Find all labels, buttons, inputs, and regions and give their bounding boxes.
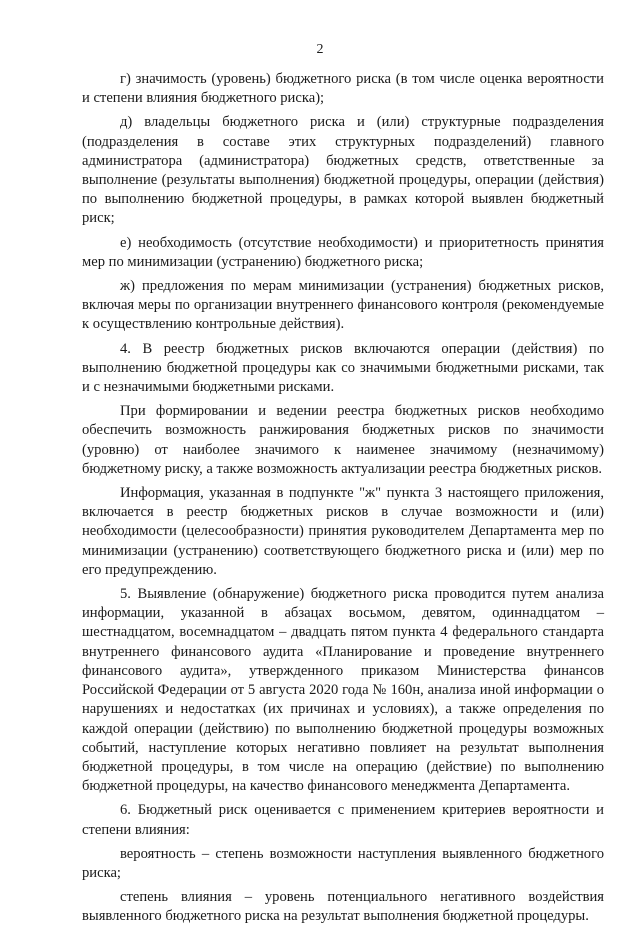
paragraph-probability-definition: вероятность – степень возможности наступления выявленного бюджетного риска; (82, 845, 604, 881)
paragraph-point-5: 5. Выявление (обнаружение) бюджетного риска проводится путем анализа информации, указанной в абзацах восьмом, девятом, одиннадцатом – шестнадцатом, восемнадцатом – двадцать пятом пункта 4 федерального стандарта внутреннего финансового аудита «Планирование и проведение внутреннего финансового аудита», утвержденного приказом Министерства финансов Российской Федерации от 5 августа 2020 года № 160н, анализа иной информации о нарушениях и недостатках (их причинах и условиях), а также определения по каждой операции (действию) по выполнению бюджетной процедуры возможных событий, наступление которых негативно повлияет на результат выполнения бюджетной процедуры, в том числе на операцию (действие) по выполнению бюджетной процедуры, на качество финансового менеджмента Департамента. (82, 586, 604, 795)
document-body (82, 70, 604, 932)
paragraph-register-formation: При формировании и ведении реестра бюджетных рисков необходимо обеспечить возможность ранжирования бюджетных рисков по значимости (уровню) от наиболее значимого к наименее значимому (незначимому) бюджетному риску, а также возможность актуализации реестра бюджетных рисков. (82, 403, 604, 477)
paragraph-point-4: 4. В реестр бюджетных рисков включаются операции (действия) по выполнению бюджетной процедуры как со значимыми бюджетными рисками, так и с незначимыми бюджетными рисками. (82, 340, 604, 396)
paragraph-register-information: Информация, указанная в подпункте "ж" пункта 3 настоящего приложения, включается в реестр бюджетных рисков в случае возможности и (или) необходимости (целесообразности) принятия руководителем Департамента мер по минимизации (устранению) соответствующего бюджетного риска и (или) мер по его предупреждению. (82, 485, 604, 578)
paragraph-item-zh: ж) предложения по мерам минимизации (устранения) бюджетных рисков, включая меры по организации внутреннего финансового контроля (рекомендуемые к осуществлению контрольные действия). (82, 278, 604, 333)
page-number: 2 (316, 42, 324, 57)
paragraph-item-d: д) владельцы бюджетного риска и (или) структурные подразделения (подразделения в составе этих структурных подразделений) главного администратора (администратора) бюджетных средств, ответственные за выполнение (результаты выполнения) бюджетной процедуры, операции (действия) по выполнению бюджетной процедуры, в рамках которой выявлен бюджетный риск; (82, 114, 604, 227)
paragraph-item-g: г) значимость (уровень) бюджетного риска (в том числе оценка вероятности и степени влияния бюджетного риска); (82, 71, 604, 107)
paragraph-impact-definition: степень влияния – уровень потенциального негативного воздействия выявленного бюджетного риска на результат выполнения бюджетной процедуры. (82, 889, 604, 925)
paragraph-point-6: 6. Бюджетный риск оценивается с применением критериев вероятности и степени влияния: (82, 802, 604, 838)
paragraph-item-e: е) необходимость (отсутствие необходимости) и приоритетность принятия мер по минимизации (устранению) бюджетного риска; (82, 234, 604, 270)
